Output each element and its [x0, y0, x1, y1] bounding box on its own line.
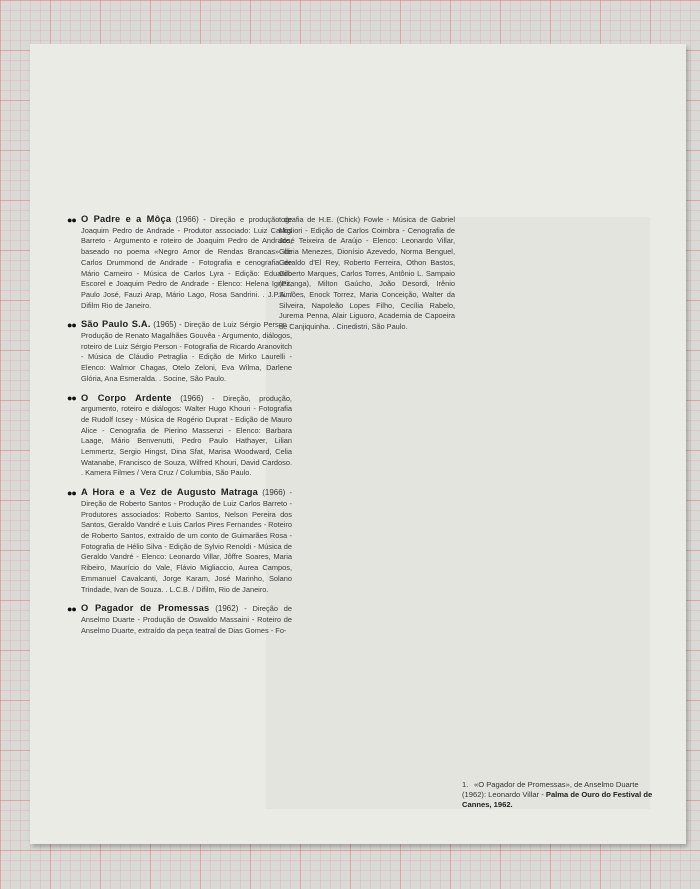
film-entry — [67, 214, 292, 311]
film-list-right-column: tografia de H.E. (Chick) Fowle - Música de Gabriel Migliori - Edição de Carlos Coimbra - Cenografia de José Teixeira de Araújo - Elenco: Leonardo Villar, Glória Menezes, Dionísio Azevedo, Norma Benguel, Geraldo d'El Rey, Roberto Ferreira, Othon Bastos, Gilberto Marques, Carlos Torres, Antônio L. Sampaio (Pitanga), Milton Gaúcho, João Desordi, Irênio Simões, Enock Torrez, Maria Conceição, Walter da Silveira, Napoleão Lopes Filho, Cecília Rabelo, Jurema Penna, Alair Liguoro, Academia de Capoeira de Canjiquinha. . Cinedistri, São Paulo. — [279, 215, 455, 332]
film-year: (1966) — [262, 488, 286, 498]
film-title: O Pagador de Promessas — [81, 603, 210, 614]
film-entry — [67, 603, 292, 636]
caption-text: «O Pagador de Promessas», de Anselmo Duarte (1962): Leonardo Villar - — [462, 780, 639, 799]
printed-page — [30, 44, 686, 844]
film-year: (1966) — [175, 215, 199, 224]
bullet-icon: ●● — [67, 214, 76, 225]
bullet-icon: ●● — [67, 319, 76, 330]
caption-number: 1. — [462, 780, 469, 789]
film-title: A Hora e a Vez de Augusto Matraga — [81, 487, 258, 498]
film-title: O Padre e a Môça — [81, 214, 172, 224]
film-credits: - Direção e produção de Joaquim Pedro de Andrade - Produtor associado: Luiz Carlos Barreto - Argumento e roteiro de Joaquim Pedro de Andrade, baseado no poema «Negro Amor de Rendas Brancas» de Carlos Drummond de Andrade - Fotografia e cenografia de Mário Carneiro - Música de Carlos Lyra - Edição: Eduardo Escorel e Joaquim Pedro de Andrade - Elenco: Helena Ignez, Paulo José, Fauzi Arap, Mário Lago, Rosa Sandrini. . J.P.A. / Difilm Rio de Janeiro. — [81, 215, 292, 310]
film-entry — [67, 393, 292, 480]
film-credits: - Direção de Roberto Santos - Produção de Luiz Carlos Barreto - Produtores associados: Roberto Santos, Nelson Pereira dos Santos, Geraldo Vandré e Luis Carlos Pires Fernandes - Roteiro de Roberto Santos, extraído de um conto de Guimarães Rosa - Fotografia de Hélio Silva - Edição de Sylvio Renoldi - Música de Geraldo Vandré - Elenco: Leonardo Villar, Jôffre Soares, Maria Ribeiro, Maurício do Vale, Flávio Migliaccio, Aurea Campos, Emmanuel Cavalcanti, Jorge Karam, José Marinho, Solano Trindade, Ivan de Souza. . L.C.B. / Difilm, Rio de Janeiro. — [81, 488, 293, 594]
film-credits: - Direção, produção, argumento, roteiro e diálogos: Walter Hugo Khouri - Fotografia de Rudolf Icsey - Música de Rogério Duprat - Edição de Mauro Alice - Cenografia de Pierino Massenzi - Elenco: Barbara Laage, Mário Benvenutti, Pedro Paulo Hathayer, Lilian Lemmertz, Sergio Hingst, Dina Sfat, Marisa Woodward, Celia Watanabe, Francisco de Souza, Wilfred Khouri, David Cardoso. . Kamera Filmes / Vera Cruz / Columbia, São Paulo. — [81, 393, 292, 478]
film-year: (1966) — [180, 393, 204, 403]
caption-award: Palma de Ouro do Festival de Cannes, 1962. — [462, 790, 653, 809]
film-list-left-column — [67, 214, 292, 644]
photo-caption — [462, 780, 658, 810]
film-credits: - Direção de Luiz Sérgio Person - Produção de Renato Magalhães Gouvêa - Argumento, diálogos, roteiro de Luiz Sérgio Person - Fotografia de Ricardo Aranovitch - Música de Cláudio Petraglia - Edição de Mirko Laurelli - Elenco: Walmor Chagas, Otelo Zeloni, Eva Wilma, Darlene Glória, Ana Esmeralda. . Socine, São Paulo. — [81, 320, 292, 383]
film-title: O Corpo Ardente — [81, 392, 172, 403]
film-entry — [67, 487, 292, 595]
film-credits: - Direção de Anselmo Duarte - Produção de Oswaldo Massaini - Roteiro de Anselmo Duarte, extraído da peça teatral de Dias Gomes - Fo- — [81, 604, 293, 635]
film-title: São Paulo S.A. — [81, 319, 151, 330]
film-entry — [67, 319, 292, 384]
bullet-icon: ●● — [67, 393, 76, 404]
bullet-icon: ●● — [67, 603, 76, 614]
film-year: (1965) — [153, 320, 177, 330]
bullet-icon: ●● — [67, 487, 76, 498]
film-year: (1962) — [215, 604, 239, 614]
